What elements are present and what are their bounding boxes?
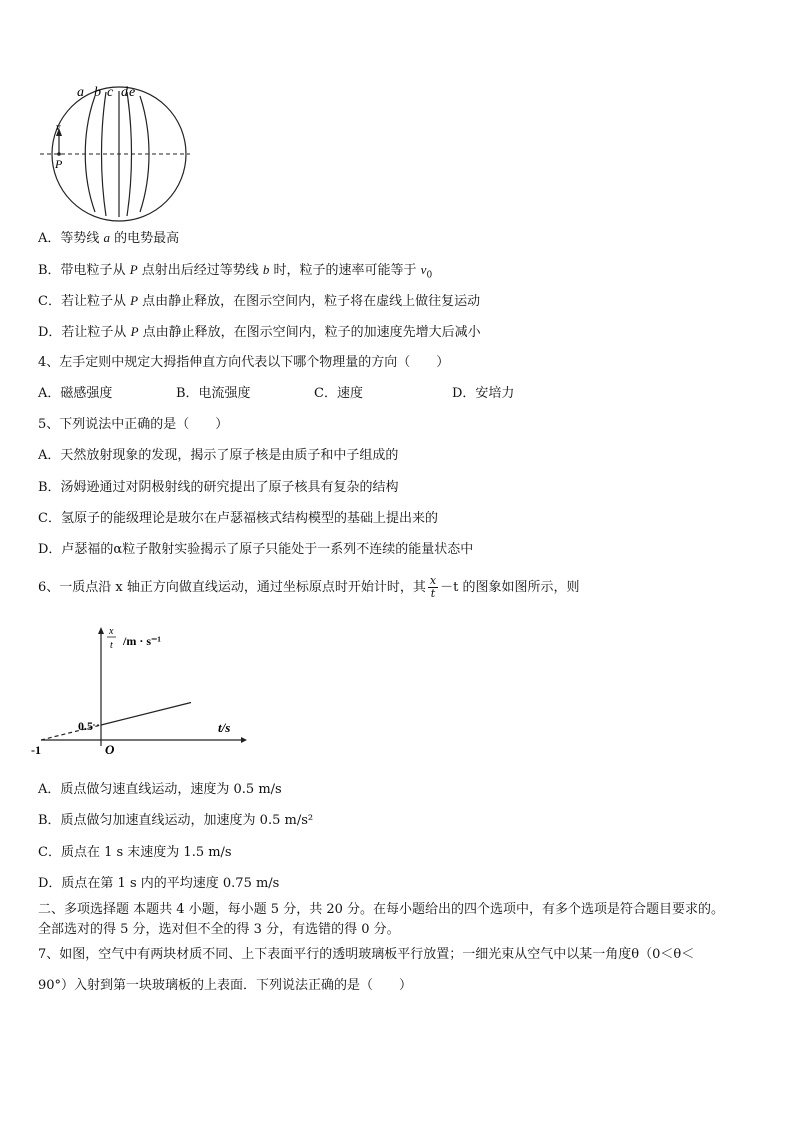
q6-option-a: A．质点做匀速直线运动，速度为 0.5 m/s xyxy=(38,782,282,797)
q4-option-d: D．安培力 xyxy=(452,386,515,401)
q3-option-c: C．若让粒子从 P 点由静止释放，在图示空间内，粒子将在虚线上做往复运动 xyxy=(38,293,481,309)
x-axis-arrow xyxy=(241,737,247,743)
intercept-label: 0.5 xyxy=(78,719,93,733)
x-over-t-fraction: $\frac{x}{t}$ xyxy=(429,574,437,600)
section2-line1: 二、多项选择题 本题共 4 小题，每小题 5 分，共 20 分。在每小题给出的四个选项中，有多个选项是符合题目要求的。 xyxy=(38,902,725,917)
q7-line2: 90°）入射到第一块玻璃板的上表面．下列说法正确的是（ ） xyxy=(38,978,413,993)
q4-option-c: C．速度 xyxy=(314,386,363,401)
label-b: b xyxy=(94,85,101,100)
xt-t-graph xyxy=(31,620,256,760)
label-p: P xyxy=(55,157,63,171)
x-neg-label: -1 xyxy=(31,743,41,757)
q6-option-c: C．质点在 1 s 末速度为 1.5 m/s xyxy=(38,845,232,860)
q7-line1: 7、如图，空气中有两块材质不同、上下表面平行的透明玻璃板平行放置；一细光束从空气中以某一角度θ（0＜θ＜ xyxy=(38,947,695,962)
label-v: v xyxy=(56,122,61,133)
data-line xyxy=(101,703,191,726)
q4-stem: 4、左手定则中规定大拇指伸直方向代表以下哪个物理量的方向（ ） xyxy=(38,355,450,370)
label-e: e xyxy=(129,85,136,100)
q3-option-b: B．带电粒子从 P 点射出后经过等势线 b 时，粒子的速率可能等于 $v_0$ xyxy=(38,262,433,281)
q5-option-c: C．氢原子的能级理论是玻尔在卢瑟福核式结构模型的基础上提出来的 xyxy=(38,511,438,526)
q5-option-a: A．天然放射现象的发现，揭示了原子核是由质子和中子组成的 xyxy=(38,448,399,463)
x-axis-label: t/s xyxy=(218,720,231,735)
label-c: c xyxy=(107,85,114,100)
q3-option-a: A．等势线 a 的电势最高 xyxy=(38,230,180,246)
section2-line2: 全部选对的得 5 分，选对但不全的得 3 分，有选错的得 0 分。 xyxy=(38,922,400,937)
q4-option-a: A．磁感强度 xyxy=(38,386,113,401)
equipotential-figure xyxy=(40,82,200,222)
y-label-numerator: x xyxy=(109,626,114,637)
q6-option-d: D．质点在第 1 s 内的平均速度 0.75 m/s xyxy=(38,876,280,891)
q6-option-b: B．质点做匀加速直线运动，加速度为 0.5 m/s² xyxy=(38,813,314,828)
label-a: a xyxy=(77,85,84,100)
point-p xyxy=(57,152,61,156)
y-axis-arrow xyxy=(98,627,104,634)
q5-stem: 5、下列说法中正确的是（ ） xyxy=(38,417,229,432)
y-label-denominator: t xyxy=(110,640,113,651)
q6-stem: 6、一质点沿 x 轴正方向做直线运动，通过坐标原点时开始计时，其 $\frac{x}{t}$ －t 的图象如图所示，则 xyxy=(38,574,580,600)
q4-option-b: B．电流强度 xyxy=(176,386,251,401)
q5-option-d: D．卢瑟福的α粒子散射实验揭示了原子只能处于一系列不连续的能量状态中 xyxy=(38,542,474,557)
q5-option-b: B．汤姆逊通过对阴极射线的研究提出了原子核具有复杂的结构 xyxy=(38,480,399,495)
q4-options xyxy=(38,386,514,402)
origin-label: O xyxy=(105,742,115,757)
y-unit-label: /m · s⁻¹ xyxy=(123,634,161,648)
label-d: d xyxy=(121,85,128,100)
q3-option-d: D．若让粒子从 P 点由静止释放，在图示空间内，粒子的加速度先增大后减小 xyxy=(38,324,481,340)
